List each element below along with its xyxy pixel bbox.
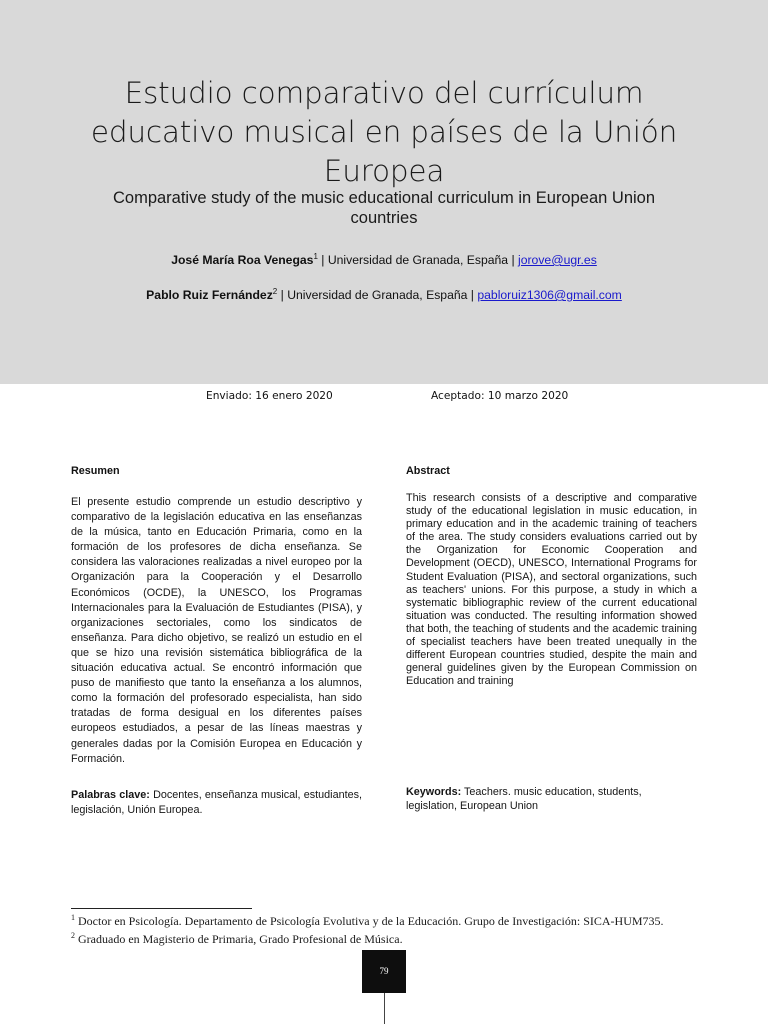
author-email-link[interactable]: jorove@ugr.es xyxy=(518,253,597,267)
page-number-rule xyxy=(384,993,385,1024)
footnote-text: Doctor en Psicología. Departamento de Psicología Evolutiva y de la Educación. Grupo de Investigación: SICA-HUM735. xyxy=(75,914,664,928)
article-title-spanish: Estudio comparativo del currículum educativo musical en países de la Unión Europea xyxy=(90,76,678,188)
keywords-list: Teachers. music education, students, legislation, European Union xyxy=(406,786,642,812)
footnote-divider xyxy=(71,908,252,909)
palabras-clave-list: Docentes, enseñanza musical, estudiantes, legislación, Unión Europea. xyxy=(71,789,362,816)
keywords xyxy=(406,786,676,813)
abstract-text: This research consists of a descriptive and comparative study of the educational legislation in music education, in primary education and in the academic training of teachers of the area. The study considers evaluations carried out by the Organization for Economic Cooperation and Development (OECD), UNESCO, International Programs for Student Evaluation (PISA), and sectoral organizations, such as teachers' unions. For this purpose, a study in which a systematic bibliographic review of the current educational situation was conducted. The resulting information showed that both, the teaching of students and the academic training of specialist teachers have been treated unequally in the different European countries studied, despite the main and general guidelines given by the European Commission on Education and training xyxy=(406,492,697,688)
date-sent: Enviado: 16 enero 2020 xyxy=(206,390,333,402)
footnote-number: 1 xyxy=(71,913,75,922)
abstract-heading: Abstract xyxy=(406,465,450,477)
date-accepted: Aceptado: 10 marzo 2020 xyxy=(431,390,569,402)
resumen-heading: Resumen xyxy=(71,465,120,477)
palabras-clave-label: Palabras clave: xyxy=(71,789,150,801)
author-line-2 xyxy=(0,288,768,302)
resumen-text: El presente estudio comprende un estudio descriptivo y comparativo de la legislación educativa en las enseñanzas de la música, tanto en Educación Primaria, como en la formación de los profesores de dicha enseñanza. Se considera las valoraciones realizadas a nivel europeo por la Organización para la Cooperación y el Desarrollo Económicos (OCDE), la UNESCO, los Programas Internacionales para la Evaluación de Estudiantes (PISA), y organizaciones sectoriales, como los sindicatos de enseñanza. Para dicho objetivo, se realizó un estudio en el que se hizo una revisión sistemática bibliográfica de la situación educativa actual. Se encontró información que puso de manifiesto que tanto la enseñanza a los alumnos, como la formación del profesorado especialista, han sido tratadas de forma desigual en los diferentes países europeos estudiados, a pesar de las líneas maestras y generales dadas por la Comisión Europea en Educación y Formación. xyxy=(71,496,362,765)
author-name: José María Roa Venegas xyxy=(171,253,314,267)
footnote-2 xyxy=(71,932,403,947)
author-line-1 xyxy=(0,253,768,267)
author-footnote-mark: 2 xyxy=(272,287,278,296)
keywords-label: Keywords: xyxy=(406,786,462,798)
palabras-clave xyxy=(71,788,362,818)
page-number: 79 xyxy=(362,950,406,993)
footnote-number: 2 xyxy=(71,931,75,940)
author-footnote-mark: 1 xyxy=(313,252,318,261)
author-affiliation: | Universidad de Granada, España | xyxy=(317,253,519,267)
author-name: Pablo Ruiz Fernández xyxy=(146,288,273,302)
author-affiliation: | Universidad de Granada, España | xyxy=(277,288,478,302)
article-title-english: Comparative study of the music educational curriculum in European Union countries xyxy=(112,189,656,227)
footnote-text: Graduado en Magisterio de Primaria, Grado Profesional de Música. xyxy=(75,932,403,946)
author-email-link[interactable]: pabloruiz1306@gmail.com xyxy=(477,288,622,302)
footnote-1 xyxy=(71,914,664,929)
